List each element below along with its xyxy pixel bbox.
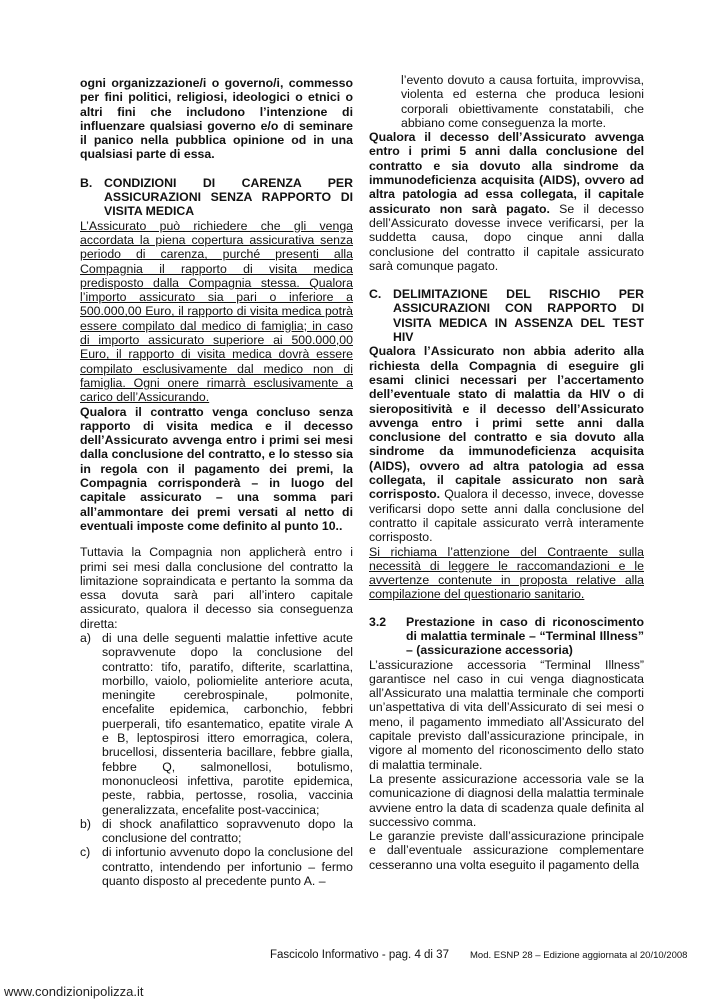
- list-continuation: l’evento dovuto a causa fortuita, improvvisa, violenta ed esterna che produca lesioni corporali obiettivamente constatabili, che abbiano come conseguenza la morte.: [401, 73, 644, 130]
- section-b-paragraph: Tuttavia la Compagnia non applicherà entro i primi sei mesi dalla conclusione del contratto la limitazione sopraindicata e pertanto la somma da essa dovuta sarà pari all’intero capitale assicurato, qualora il decesso sia conseguenza diretta:: [80, 545, 353, 631]
- section-c-paragraph: [369, 344, 644, 544]
- footer-model-info: Mod. ESNP 28 – Edizione aggiornata al 20/10/2008: [470, 950, 688, 961]
- section-3-2-heading: [369, 615, 644, 658]
- aids-paragraph: [369, 130, 644, 273]
- section-c-heading: [369, 287, 644, 344]
- section-b-label: B.: [80, 175, 93, 190]
- footer-page-info: Fascicolo Informativo - pag. 4 di 37: [270, 949, 449, 961]
- list-item: [80, 845, 353, 888]
- list-text: di shock anafilattico sopravvenuto dopo la conclusione del contratto;: [102, 816, 353, 846]
- watermark-site: www.condizionipolizza.it: [4, 984, 144, 999]
- list-text: di una delle seguenti malattie infettive acute sopravvenute dopo la conclusione del contratto: tifo, paratifo, difterite, scarlattina, morbillo, vaiolo, poliomielite anteriore acuta, meningite cerebrospinale, polmonite, encefalite epidemica, carbonchio, febbri puerperali, tifo esantematico, epatite virale A e B, leptospirosi ittero emorragica, colera, brucellosi, dissenteria bacillare, febbre gialla, febbre Q, salmonellosi, botulismo, mononucleosi infettiva, parotite epidemica, peste, rabbia, pertosse, rosolia, vaccinia generalizzata, encefalite post-vaccinica;: [102, 630, 353, 817]
- section-c-bold-text: Qualora l’Assicurato non abbia aderito alla richiesta della Compagnia di eseguire gli esami clinici necessari per l’accertamento dell’eventuale stato di malattia da HIV o di sieropositività e il decesso dell’Assicurato avvenga entro i primi sette anni dalla conclusione del contratto e sia dovuto alla sindrome da immunodeficienza acquisita (AIDS), ovvero ad altra patologia ad essa collegata, il capitale assicurato non sarà corrisposto.: [369, 344, 644, 502]
- list-item: [80, 817, 353, 846]
- section-3-2-paragraph-3: Le garanzie previste dall’assicurazione principale e dall’eventuale assicurazione complementare cesseranno una volta eseguito il pagamento della: [369, 829, 644, 872]
- section-3-2-title: Prestazione in caso di riconoscimento di malattia terminale – “Terminal Illness” – (assicurazione accessoria): [406, 614, 644, 658]
- list-marker: b): [80, 816, 91, 831]
- section-3-2-label: 3.2: [369, 614, 387, 629]
- aids-normal-text: Se il decesso dell’Assicurato dovesse invece verificarsi, per la suddetta causa, dopo cinque anni dalla conclusione del contratto il capitale assicurato sarà comunque pagato.: [369, 201, 645, 273]
- intro-paragraph: ogni organizzazione/i o governo/i, commesso per fini politici, religiosi, ideologici o etnici o altri fini che includono l’intenzione di influenzare qualsiasi governo e/o di seminare il panico nella pubblica opinione od in una qualsiasi parte di essa.: [80, 76, 353, 162]
- left-column: [80, 76, 353, 888]
- right-column: [369, 73, 644, 872]
- section-b-underlined-paragraph: L’Assicurato può richiedere che gli venga accordata la piena copertura assicurativa senza periodo di carenza, purché presenti alla Compagnia il rapporto di visita medica predisposto dalla Compagnia stessa. Qualora l’importo assicurato sia pari o inferiore a 500.000,00 Euro, il rapporto di visita medica potrà essere compilato dal medico di famiglia; in caso di importo assicurato superiore ai 500.000,00 Euro, il rapporto di visita medica dovrà essere compilato esclusivamente dal medico non di famiglia. Ogni onere rimarrà esclusivamente a carico dell’Assicurando.: [80, 218, 353, 405]
- section-c-underlined-paragraph: Si richiama l’attenzione del Contraente sulla necessità di leggere le raccomandazioni e le avvertenze contenute in proposta relative alla compilazione del questionario sanitario.: [369, 544, 644, 602]
- list-marker: c): [80, 845, 91, 860]
- section-c-normal-text: Qualora il decesso, invece, dovesse verificarsi dopo sette anni dalla conclusione del contratto il capitale assicurato verrà interamente corrisposto.: [369, 487, 644, 545]
- section-b-bold-paragraph: Qualora il contratto venga concluso senza rapporto di visita medica e il decesso dell’Assicurato avvenga entro i primi sei mesi dalla conclusione del contratto, e lo stesso sia in regola con il pagamento dei premi, la Compagnia corrisponderà – in luogo del capitale assicurato – una somma pari all’ammontare dei premi versati al netto di eventuali imposte come definito al punto 10..: [80, 404, 353, 533]
- section-b-heading: [80, 176, 353, 219]
- aids-bold-text: Qualora il decesso dell’Assicurato avvenga entro i primi 5 anni dalla conclusione del contratto e sia dovuto alla sindrome da immunodeficienza acquisita (AIDS), ovvero ad altra patologia ad essa collegata, il capitale assicurato non sarà pagato.: [369, 130, 644, 216]
- section-3-2-paragraph-1: L’assicurazione accessoria “Terminal Illness” garantisce nel caso in cui venga diagnosticata all’Assicurato una malattia terminale che comporti un’aspettativa di vita dell’Assicurato di sei mesi o meno, il pagamento immediato all’Assicurato del capitale previsto dall’assicurazione principale, in vigore al momento del riconoscimento dello stato di malattia terminale.: [369, 657, 644, 772]
- list-marker: a): [80, 630, 91, 645]
- section-3-2-paragraph-2: La presente assicurazione accessoria vale se la comunicazione di diagnosi della malattia terminale avviene entro la data di scadenza quale definita al successivo comma.: [369, 771, 644, 829]
- list-text: di infortunio avvenuto dopo la conclusione del contratto, intendendo per infortunio – fermo quanto disposto al precedente punto A. –: [102, 845, 353, 889]
- section-c-label: C.: [369, 287, 382, 302]
- section-c-title: DELIMITAZIONE DEL RISCHIO PER ASSICURAZIONI CON RAPPORTO DI VISITA MEDICA IN ASSENZA DEL TEST HIV: [393, 287, 644, 345]
- section-b-title: CONDIZIONI DI CARENZA PER ASSICURAZIONI SENZA RAPPORTO DI VISITA MEDICA: [104, 175, 353, 219]
- list-item: [80, 631, 353, 817]
